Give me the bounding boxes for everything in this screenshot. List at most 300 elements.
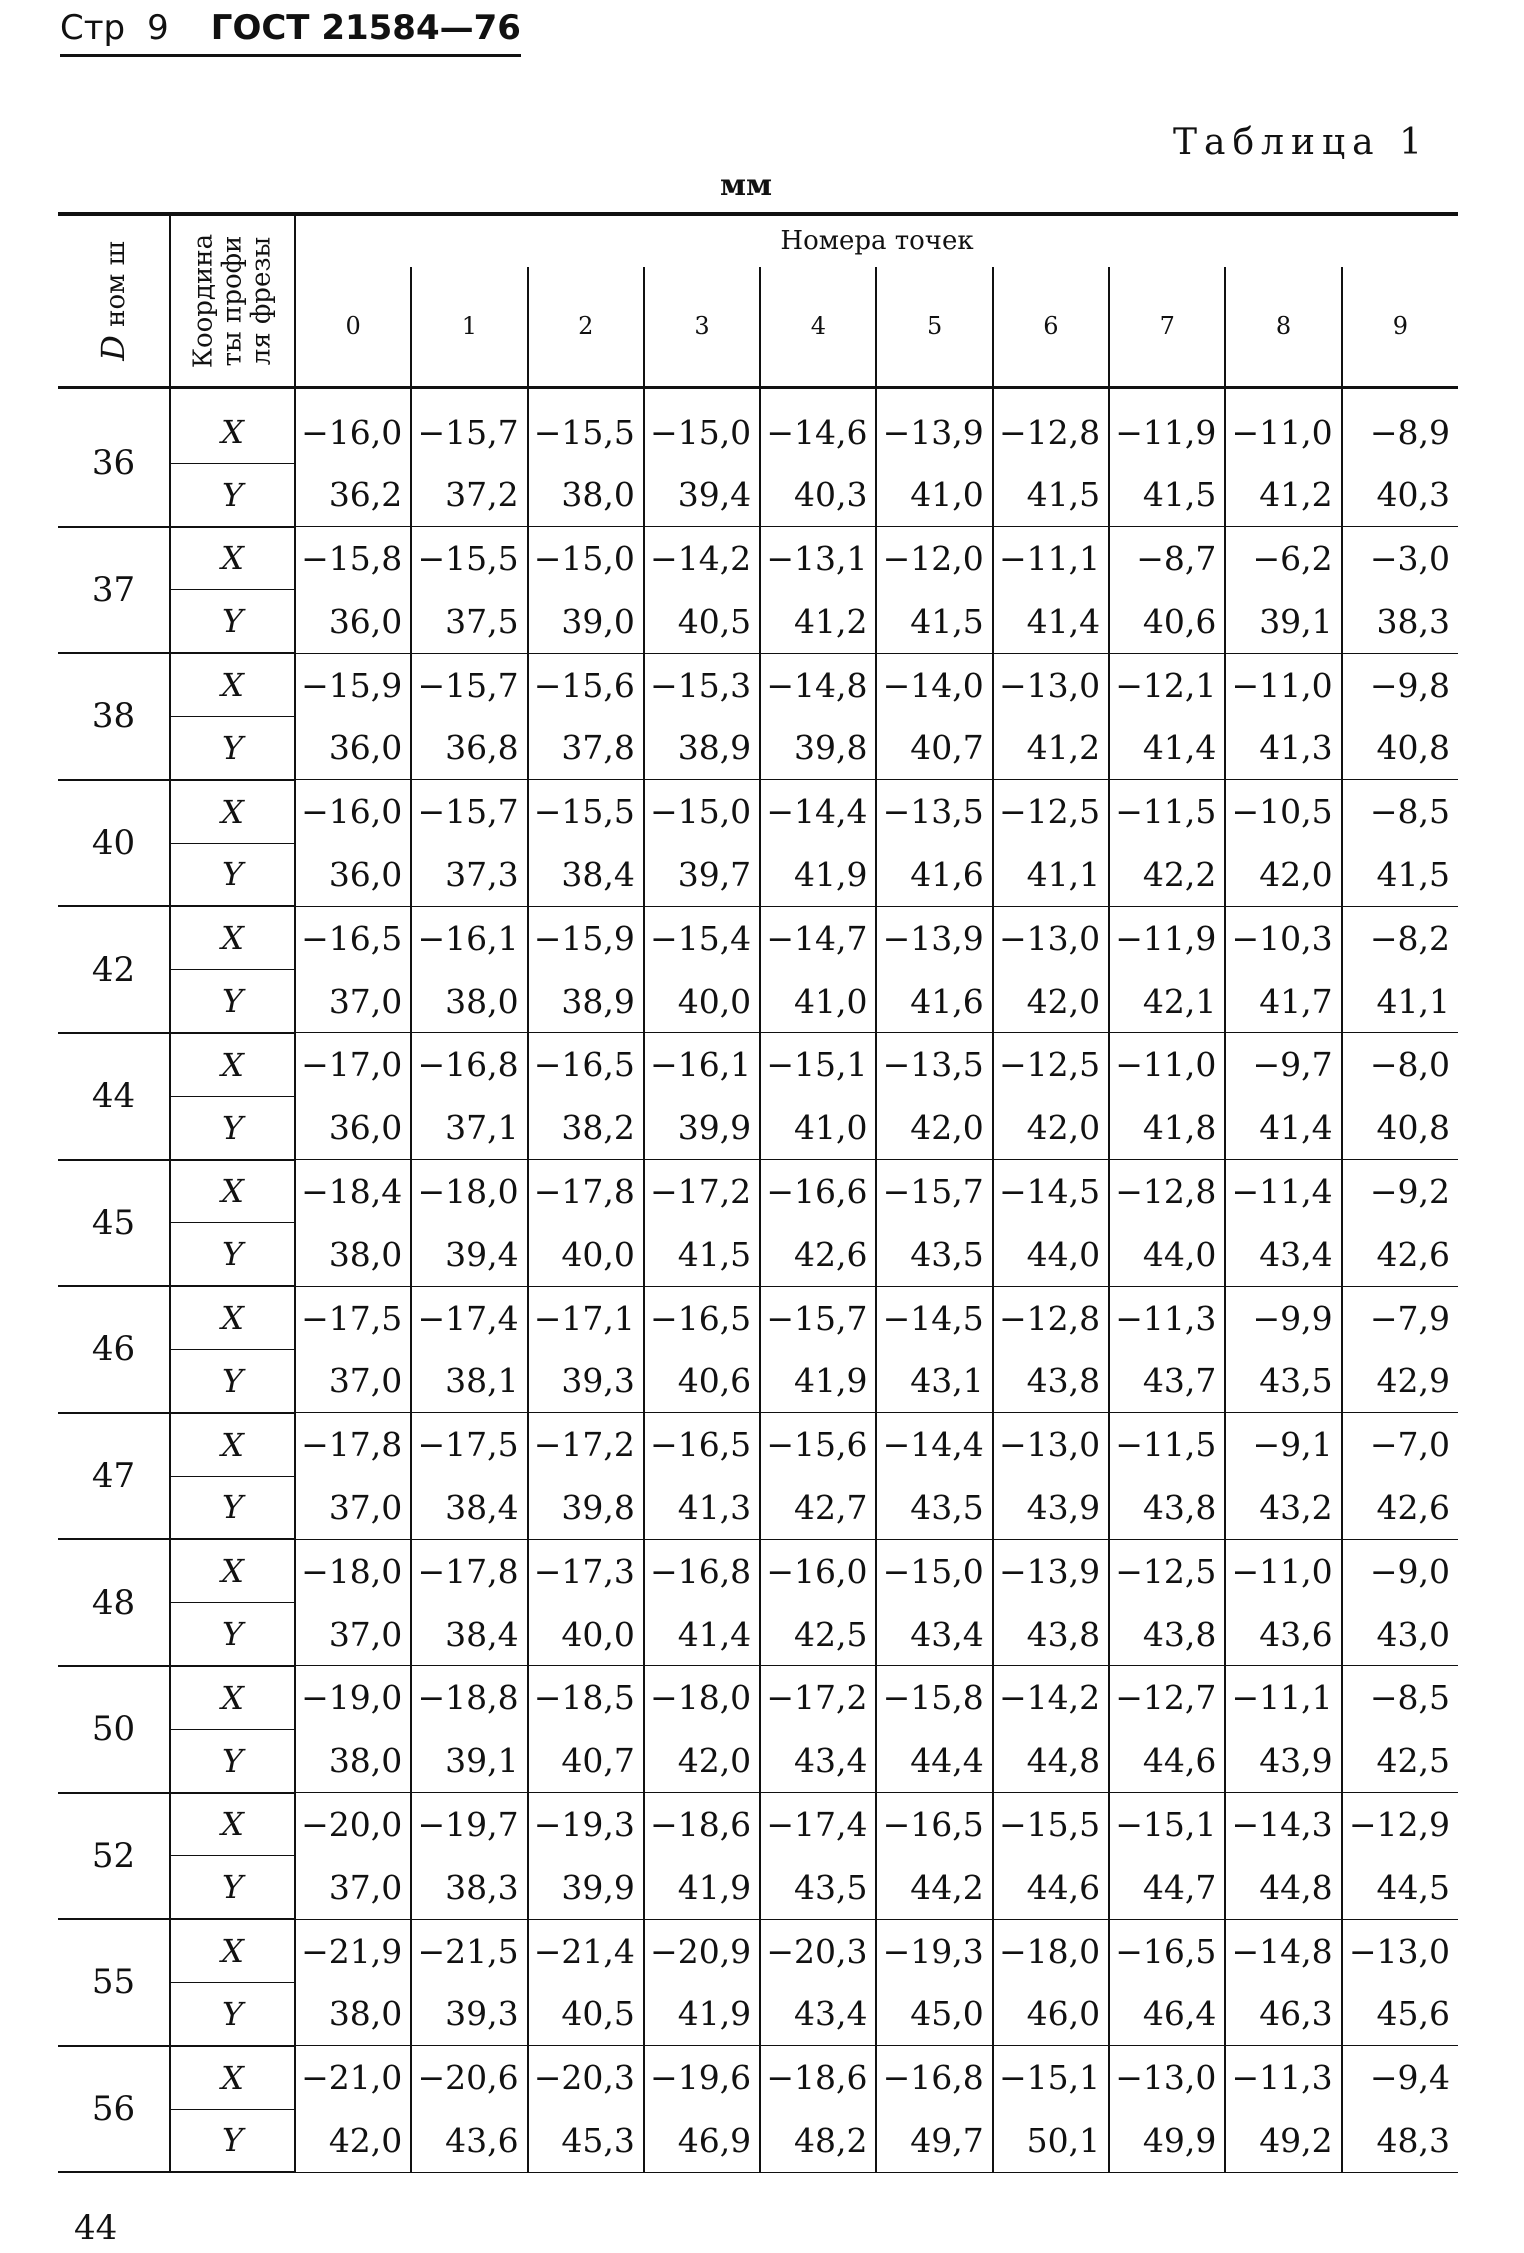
value-cell: −15,4 (644, 906, 760, 969)
value-cell: −17,4 (411, 1286, 527, 1349)
value-cell: −11,1 (993, 527, 1109, 590)
value-cell: 43,4 (760, 1982, 876, 2045)
value-cell: 36,0 (295, 590, 411, 653)
value-cell: −18,5 (528, 1666, 644, 1729)
value-cell: −16,1 (644, 1033, 760, 1096)
value-cell: 40,0 (528, 1603, 644, 1666)
value-cell: 36,8 (411, 716, 527, 779)
value-cell: −15,7 (411, 653, 527, 716)
page-number-footer: 44 (74, 2208, 118, 2248)
table-row (58, 1033, 1458, 1096)
value-cell: 38,4 (528, 843, 644, 906)
diameter-cell: 56 (58, 2046, 170, 2173)
value-cell: 40,7 (876, 716, 992, 779)
point-number-header: 4 (760, 267, 876, 388)
value-cell: −11,0 (1225, 388, 1341, 464)
value-cell: −14,5 (876, 1286, 992, 1349)
point-number-header: 0 (295, 267, 411, 388)
value-cell: 38,0 (411, 970, 527, 1033)
value-cell: −15,7 (876, 1160, 992, 1223)
value-cell: −11,4 (1225, 1160, 1341, 1223)
value-cell: −21,4 (528, 1919, 644, 1982)
value-cell: −16,5 (528, 1033, 644, 1096)
value-cell: 42,0 (993, 1096, 1109, 1159)
value-cell: −15,7 (760, 1286, 876, 1349)
value-cell: 41,5 (993, 463, 1109, 526)
value-cell: 38,9 (528, 970, 644, 1033)
value-cell: 36,0 (295, 716, 411, 779)
value-cell: 39,7 (644, 843, 760, 906)
axis-label: Y (170, 590, 295, 653)
value-cell: 43,5 (760, 1856, 876, 1919)
value-cell: −21,5 (411, 1919, 527, 1982)
axis-label: X (170, 1413, 295, 1476)
value-cell: −12,5 (1109, 1539, 1225, 1602)
value-cell: −19,3 (528, 1793, 644, 1856)
value-cell: −7,0 (1369, 1425, 1450, 1465)
value-cell: 42,5 (760, 1603, 876, 1666)
value-cell: 40,5 (528, 1982, 644, 2045)
value-cell: −18,4 (295, 1160, 411, 1223)
value-cell: −14,8 (1225, 1919, 1341, 1982)
value-cell: 49,9 (1109, 2109, 1225, 2172)
value-cell: −13,0 (1109, 2046, 1225, 2109)
value-cell: 40,6 (1109, 590, 1225, 653)
value-cell: −8,5 (1369, 792, 1450, 832)
value-cell: 37,0 (295, 1349, 411, 1412)
value-cell: 43,4 (760, 1729, 876, 1792)
value-cell: 44,6 (1109, 1729, 1225, 1792)
header-point-numbers (295, 214, 1458, 267)
value-cell: −9,0 (1369, 1551, 1450, 1591)
value-cell: 43,9 (993, 1476, 1109, 1539)
value-cell: 44,8 (993, 1729, 1109, 1792)
value-cell: 38,2 (528, 1096, 644, 1159)
value-cell: −15,0 (644, 780, 760, 843)
value-cell: −16,0 (760, 1539, 876, 1602)
value-cell: −11,9 (1109, 906, 1225, 969)
value-cell: −8,0 (1369, 1045, 1450, 1085)
value-cell: −14,2 (993, 1666, 1109, 1729)
point-number-header: 8 (1225, 267, 1341, 388)
value-cell: −17,2 (760, 1666, 876, 1729)
value-cell: −16,8 (876, 2046, 992, 2109)
value-cell: 44,4 (876, 1729, 992, 1792)
value-cell: 39,3 (411, 1982, 527, 2045)
value-cell: −18,0 (295, 1539, 411, 1602)
value-cell: −15,5 (528, 780, 644, 843)
value-cell: −16,0 (295, 388, 411, 464)
value-cell: 38,9 (644, 716, 760, 779)
value-cell: −12,9 (1348, 1804, 1450, 1844)
page-number-header: 9 (147, 8, 169, 48)
value-cell: 40,5 (644, 590, 760, 653)
axis-label: X (170, 388, 295, 464)
axis-label: X (170, 1539, 295, 1602)
value-cell: −8,7 (1109, 527, 1225, 590)
value-cell: −16,6 (760, 1160, 876, 1223)
table-row (58, 906, 1458, 969)
table-row (58, 1096, 1458, 1159)
value-cell: 40,6 (644, 1349, 760, 1412)
value-cell: 40,0 (644, 970, 760, 1033)
value-cell: −9,8 (1369, 665, 1450, 705)
axis-label: X (170, 1286, 295, 1349)
value-cell: 43,4 (1225, 1223, 1341, 1286)
table-row (58, 653, 1458, 716)
value-cell: −14,4 (876, 1413, 992, 1476)
value-cell: 41,9 (644, 1856, 760, 1919)
value-cell: 41,8 (1109, 1096, 1225, 1159)
value-cell: −15,5 (528, 388, 644, 464)
value-cell: −15,0 (876, 1539, 992, 1602)
value-cell: 37,8 (528, 716, 644, 779)
value-cell: −15,8 (295, 527, 411, 590)
value-cell: 36,2 (295, 463, 411, 526)
diameter-cell: 40 (58, 780, 170, 907)
value-cell: −9,9 (1225, 1286, 1341, 1349)
value-cell: 38,0 (295, 1982, 411, 2045)
value-cell: −16,5 (295, 906, 411, 969)
value-cell: 43,4 (876, 1603, 992, 1666)
header-coord-line-3: ля фрезы (246, 236, 277, 366)
value-cell: 50,1 (993, 2109, 1109, 2172)
table-row (58, 527, 1458, 590)
value-cell: 43,8 (993, 1349, 1109, 1412)
value-cell: 39,8 (760, 716, 876, 779)
value-cell: −11,5 (1109, 780, 1225, 843)
value-cell: 41,9 (760, 1349, 876, 1412)
value-cell: −11,0 (1109, 1033, 1225, 1096)
axis-label: X (170, 1666, 295, 1729)
value-cell: −15,9 (295, 653, 411, 716)
value-cell: 37,3 (411, 843, 527, 906)
axis-label: Y (170, 843, 295, 906)
header-coord-line-1: Координа (187, 233, 218, 369)
value-cell: 41,2 (760, 590, 876, 653)
value-cell: −13,5 (876, 780, 992, 843)
point-number-header: 7 (1109, 267, 1225, 388)
value-cell: 48,3 (1342, 2109, 1458, 2172)
value-cell: 41,2 (1225, 463, 1341, 526)
value-cell: −10,5 (1225, 780, 1341, 843)
value-cell: −16,8 (644, 1539, 760, 1602)
value-cell: −8,5 (1369, 1678, 1450, 1718)
value-cell: −17,0 (295, 1033, 411, 1096)
value-cell: 44,0 (1109, 1223, 1225, 1286)
value-cell: 42,0 (295, 2109, 411, 2172)
value-cell: 41,5 (1109, 463, 1225, 526)
axis-label: Y (170, 1603, 295, 1666)
value-cell: 41,6 (876, 843, 992, 906)
header-d-symbol: D (93, 335, 132, 361)
table-row (58, 1793, 1458, 1856)
value-cell: −20,3 (760, 1919, 876, 1982)
table-row (58, 590, 1458, 653)
value-cell: 43,5 (876, 1223, 992, 1286)
value-cell: 41,4 (1109, 716, 1225, 779)
axis-label: Y (170, 2109, 295, 2172)
value-cell: −15,0 (644, 388, 760, 464)
value-cell: −17,8 (295, 1413, 411, 1476)
value-cell: 44,8 (1225, 1856, 1341, 1919)
value-cell: 44,5 (1342, 1856, 1458, 1919)
value-cell: −16,8 (411, 1033, 527, 1096)
value-cell: −12,8 (1109, 1160, 1225, 1223)
value-cell: −12,7 (1109, 1666, 1225, 1729)
value-cell: −7,9 (1369, 1298, 1450, 1338)
value-cell: −15,1 (993, 2046, 1109, 2109)
value-cell: 42,0 (644, 1729, 760, 1792)
table-row (58, 1919, 1458, 1982)
value-cell: −19,7 (411, 1793, 527, 1856)
value-cell: −21,9 (295, 1919, 411, 1982)
value-cell: 42,7 (760, 1476, 876, 1539)
value-cell: 45,6 (1342, 1982, 1458, 2045)
value-cell: −13,0 (1348, 1931, 1450, 1971)
value-cell: 42,6 (760, 1223, 876, 1286)
value-cell: −14,4 (760, 780, 876, 843)
value-cell: 38,1 (411, 1349, 527, 1412)
axis-label: Y (170, 716, 295, 779)
value-cell: 40,8 (1342, 716, 1458, 779)
diameter-cell: 52 (58, 1793, 170, 1920)
value-cell: 43,9 (1225, 1729, 1341, 1792)
header-d-suffix: ном ш (100, 241, 131, 327)
value-cell: −17,8 (411, 1539, 527, 1602)
value-cell: −14,8 (760, 653, 876, 716)
table-row (58, 1982, 1458, 2045)
table-row (58, 1160, 1458, 1223)
value-cell: −8,2 (1369, 918, 1450, 958)
value-cell: 37,0 (295, 1603, 411, 1666)
value-cell: 41,2 (993, 716, 1109, 779)
value-cell: 41,1 (993, 843, 1109, 906)
axis-label: X (170, 906, 295, 969)
value-cell: 39,0 (528, 590, 644, 653)
value-cell: 41,3 (644, 1476, 760, 1539)
table-row (58, 2046, 1458, 2109)
value-cell: 48,2 (760, 2109, 876, 2172)
table-row (58, 463, 1458, 526)
table-row (58, 970, 1458, 1033)
value-cell: −15,8 (876, 1666, 992, 1729)
value-cell: −13,0 (993, 1413, 1109, 1476)
value-cell: −12,5 (993, 780, 1109, 843)
diameter-cell: 37 (58, 527, 170, 654)
value-cell: 42,0 (876, 1096, 992, 1159)
value-cell: 44,2 (876, 1856, 992, 1919)
value-cell: −8,9 (1369, 412, 1450, 452)
value-cell: −17,3 (528, 1539, 644, 1602)
value-cell: 43,6 (411, 2109, 527, 2172)
value-cell: 41,3 (1225, 716, 1341, 779)
value-cell: 46,0 (993, 1982, 1109, 2045)
value-cell: −6,2 (1225, 527, 1341, 590)
value-cell: −12,0 (876, 527, 992, 590)
value-cell: −9,7 (1225, 1033, 1341, 1096)
diameter-cell: 42 (58, 906, 170, 1033)
value-cell: 41,9 (760, 843, 876, 906)
value-cell: 43,6 (1225, 1603, 1341, 1666)
diameter-cell: 36 (58, 388, 170, 527)
value-cell: 39,1 (411, 1729, 527, 1792)
diameter-cell: 46 (58, 1286, 170, 1413)
value-cell: 41,4 (1225, 1096, 1341, 1159)
table-row (58, 1413, 1458, 1476)
value-cell: −16,5 (644, 1286, 760, 1349)
value-cell: −20,9 (644, 1919, 760, 1982)
point-number-header: 5 (876, 267, 992, 388)
value-cell: −11,0 (1225, 653, 1341, 716)
value-cell: −15,6 (760, 1413, 876, 1476)
axis-label: Y (170, 1729, 295, 1792)
axis-label: Y (170, 1223, 295, 1286)
table-row (58, 1349, 1458, 1412)
value-cell: 38,0 (295, 1223, 411, 1286)
value-cell: −9,1 (1225, 1413, 1341, 1476)
point-number-header: 1 (411, 267, 527, 388)
diameter-cell: 44 (58, 1033, 170, 1160)
value-cell: 42,6 (1342, 1476, 1458, 1539)
value-cell: −3,0 (1369, 538, 1450, 578)
value-cell: 46,9 (644, 2109, 760, 2172)
value-cell: 36,0 (295, 1096, 411, 1159)
table-row (58, 1666, 1458, 1729)
table-row (58, 2109, 1458, 2172)
value-cell: −9,4 (1369, 2058, 1450, 2098)
value-cell: −17,5 (295, 1286, 411, 1349)
value-cell: −16,5 (644, 1413, 760, 1476)
point-number-header: 6 (993, 267, 1109, 388)
value-cell: 41,1 (1342, 970, 1458, 1033)
value-cell: 43,8 (1109, 1603, 1225, 1666)
value-cell: 42,2 (1109, 843, 1225, 906)
value-cell: −20,0 (295, 1793, 411, 1856)
value-cell: 37,0 (295, 1856, 411, 1919)
table-row (58, 1476, 1458, 1539)
diameter-cell: 38 (58, 653, 170, 780)
value-cell: −13,5 (876, 1033, 992, 1096)
value-cell: −10,3 (1225, 906, 1341, 969)
value-cell: 41,9 (644, 1982, 760, 2045)
value-cell: 46,3 (1225, 1982, 1341, 2045)
value-cell: 39,9 (644, 1096, 760, 1159)
header-coordinates (170, 214, 295, 388)
table-row (58, 1286, 1458, 1349)
value-cell: −16,5 (1109, 1919, 1225, 1982)
value-cell: −13,9 (876, 388, 992, 464)
value-cell: 44,0 (993, 1223, 1109, 1286)
point-number-header: 3 (644, 267, 760, 388)
value-cell: 43,0 (1342, 1603, 1458, 1666)
value-cell: 37,5 (411, 590, 527, 653)
axis-label: X (170, 1033, 295, 1096)
header-point-numbers-label: Номера точек (780, 226, 974, 257)
value-cell: 39,8 (528, 1476, 644, 1539)
value-cell: −12,8 (993, 388, 1109, 464)
coordinates-table (58, 212, 1458, 2173)
value-cell: −15,6 (528, 653, 644, 716)
table-row (58, 1603, 1458, 1666)
value-cell: −18,6 (760, 2046, 876, 2109)
table-row (58, 716, 1458, 779)
value-cell: −18,8 (411, 1666, 527, 1729)
value-cell: 43,7 (1109, 1349, 1225, 1412)
axis-label: X (170, 527, 295, 590)
value-cell: 37,1 (411, 1096, 527, 1159)
value-cell: −11,3 (1225, 2046, 1341, 2109)
value-cell: −11,1 (1225, 1666, 1341, 1729)
value-cell: −11,5 (1109, 1413, 1225, 1476)
point-number-header: 9 (1342, 267, 1458, 388)
value-cell: 41,7 (1225, 970, 1341, 1033)
axis-label: Y (170, 970, 295, 1033)
value-cell: −12,5 (993, 1033, 1109, 1096)
table-row (58, 388, 1458, 464)
value-cell: 37,0 (295, 1476, 411, 1539)
header-coord-line-2: ты профи (216, 235, 247, 367)
axis-label: Y (170, 463, 295, 526)
value-cell: 38,3 (1342, 590, 1458, 653)
value-cell: −19,3 (876, 1919, 992, 1982)
value-cell: 40,3 (1342, 463, 1458, 526)
axis-label: X (170, 2046, 295, 2109)
value-cell: −14,2 (644, 527, 760, 590)
value-cell: −14,3 (1225, 1793, 1341, 1856)
axis-label: X (170, 1793, 295, 1856)
value-cell: 41,5 (1342, 843, 1458, 906)
value-cell: −15,0 (528, 527, 644, 590)
value-cell: 41,5 (644, 1223, 760, 1286)
value-cell: −15,5 (993, 1793, 1109, 1856)
value-cell: 41,0 (760, 970, 876, 1033)
value-cell: −17,2 (644, 1160, 760, 1223)
value-cell: −13,0 (993, 906, 1109, 969)
value-cell: −15,1 (760, 1033, 876, 1096)
value-cell: −13,9 (993, 1539, 1109, 1602)
value-cell: 42,1 (1109, 970, 1225, 1033)
axis-label: Y (170, 1349, 295, 1412)
table-row (58, 1729, 1458, 1792)
value-cell: −18,0 (411, 1160, 527, 1223)
value-cell: 41,0 (876, 463, 992, 526)
axis-label: X (170, 780, 295, 843)
value-cell: −15,9 (528, 906, 644, 969)
value-cell: 39,1 (1225, 590, 1341, 653)
table-row (58, 843, 1458, 906)
value-cell: 42,0 (993, 970, 1109, 1033)
value-cell: −13,0 (993, 653, 1109, 716)
value-cell: 39,4 (644, 463, 760, 526)
value-cell: −17,8 (528, 1160, 644, 1223)
table-row (58, 1856, 1458, 1919)
value-cell: −19,6 (644, 2046, 760, 2109)
diameter-cell: 45 (58, 1160, 170, 1287)
value-cell: 44,6 (993, 1856, 1109, 1919)
value-cell: 41,0 (760, 1096, 876, 1159)
value-cell: −16,0 (295, 780, 411, 843)
value-cell: 43,8 (993, 1603, 1109, 1666)
value-cell: 39,3 (528, 1349, 644, 1412)
value-cell: 41,6 (876, 970, 992, 1033)
value-cell: −20,6 (411, 2046, 527, 2109)
value-cell: 39,9 (528, 1856, 644, 1919)
diameter-cell: 55 (58, 1919, 170, 2046)
value-cell: −15,1 (1109, 1793, 1225, 1856)
units-label: мм (720, 168, 773, 203)
diameter-cell: 48 (58, 1539, 170, 1666)
